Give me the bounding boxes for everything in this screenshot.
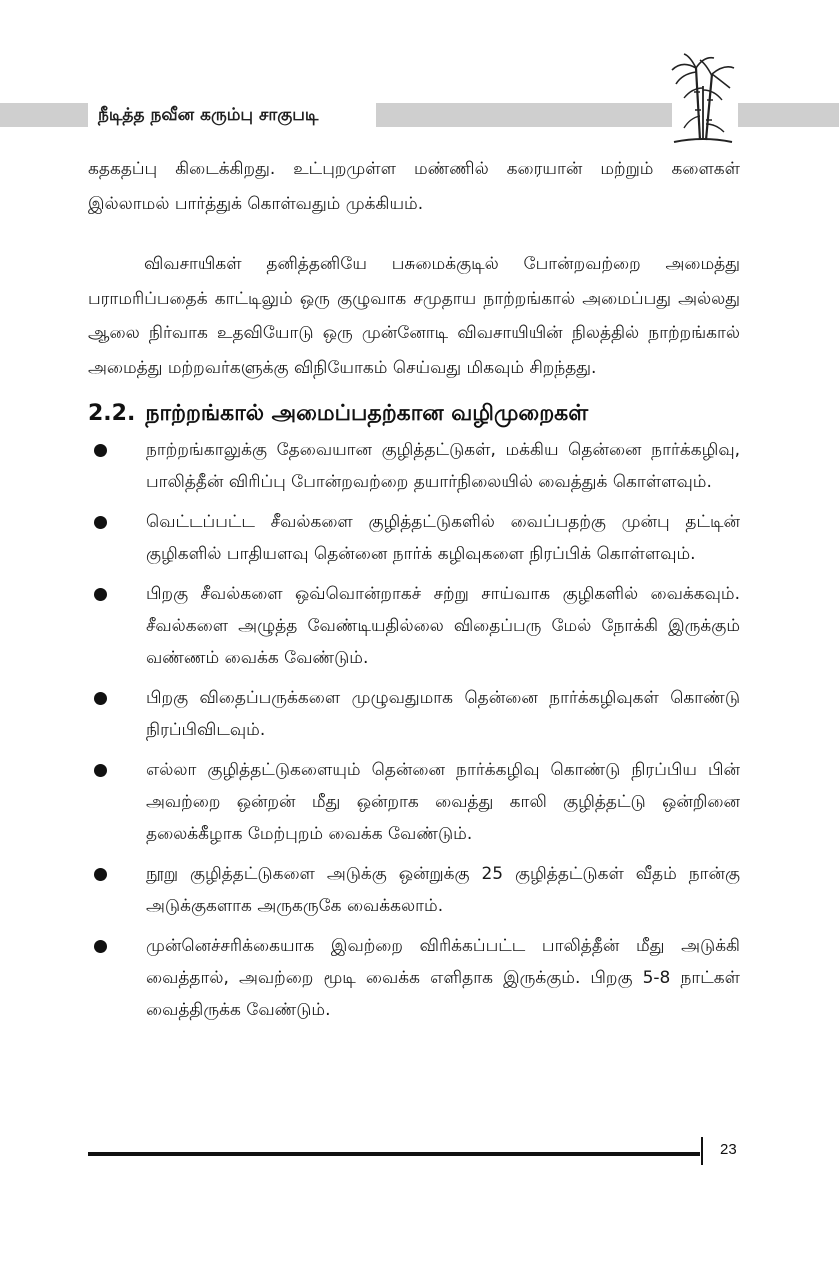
list-item <box>88 682 740 746</box>
list-item-text: நாற்றங்காலுக்கு தேவையான குழித்தட்டுகள், மக்கிய தென்னை நார்க்கழிவு, பாலித்தீன் விரிப்பு போன்றவற்றை தயார்நிலையில் வைத்துக் கொள்ளவும். <box>146 440 740 492</box>
list-item <box>88 930 740 1026</box>
list-item-text: முன்னெச்சரிக்கையாக இவற்றை விரிக்கப்பட்ட பாலித்தீன் மீது அடுக்கி வைத்தால், அவற்றை மூடி வைக்க எளிதாக இருக்கும். பிறகு 5-8 நாட்கள் வைத்திருக்க வேண்டும். <box>146 936 740 1020</box>
list-item <box>88 858 740 922</box>
list-item-text: எல்லா குழித்தட்டுகளையும் தென்னை நார்க்கழிவு கொண்டு நிரப்பிய பின் அவற்றை ஒன்றன் மீது ஒன்றாக வைத்து காலி குழித்தட்டு ஒன்றினை தலைக்கீழாக மேற்புறம் வைக்க வேண்டும். <box>146 760 740 844</box>
section-title: நாற்றங்கால் அமைப்பதற்கான வழிமுறைகள் <box>145 401 589 426</box>
list-item-text: வெட்டப்பட்ட சீவல்களை குழித்தட்டுகளில் வைப்பதற்கு முன்பு தட்டின் குழிகளில் பாதியளவு தென்னை நார்க் கழிவுகளை நிரப்பிக் கொள்ளவும். <box>146 512 740 564</box>
list-item-text: பிறகு சீவல்களை ஒவ்வொன்றாகச் சற்று சாய்வாக குழிகளில் வைக்கவும். சீவல்களை அழுத்த வேண்டியதில்லை விதைப்பரு மேல் நோக்கி இருக்கும் வண்ணம் வைக்க வேண்டும். <box>146 584 740 668</box>
list-item-text: நூறு குழித்தட்டுகளை அடுக்கு ஒன்றுக்கு 25 குழித்தட்டுகள் வீதம் நான்கு அடுக்குகளாக அருகருகே வைக்கலாம். <box>146 864 740 916</box>
list-item-text: பிறகு விதைப்பருக்களை முழுவதுமாக தென்னை நார்க்கழிவுகள் கொண்டு நிரப்பிவிடவும். <box>146 688 740 740</box>
bullet-icon <box>94 692 107 705</box>
body-paragraph-2: விவசாயிகள் தனித்தனியே பசுமைக்குடில் போன்றவற்றை அமைத்து பராமரிப்பதைக் காட்டிலும் ஒரு குழுவாக சமுதாய நாற்றங்கால் அமைப்பது அல்லது ஆலை நிர்வாக உதவியோடு ஒரு முன்னோடி விவசாயியின் நிலத்தில் நாற்றங்கால் அமைத்து மற்றவர்களுக்கு விநியோகம் செய்வது மிகவும் சிறந்தது. <box>88 254 740 378</box>
list-item <box>88 754 740 850</box>
bullet-icon <box>94 940 107 953</box>
list-item <box>88 506 740 570</box>
header-bar-right <box>738 103 839 127</box>
footer-rule <box>88 1152 700 1156</box>
page-content <box>88 152 740 1034</box>
section-heading <box>88 398 740 430</box>
bullet-list <box>88 434 740 1026</box>
page-number: 23 <box>720 1141 737 1158</box>
section-number: 2.2. <box>88 401 136 426</box>
sugarcane-plant-icon <box>670 52 736 148</box>
bullet-icon <box>94 516 107 529</box>
footer-divider <box>701 1137 703 1165</box>
bullet-icon <box>94 868 107 881</box>
bullet-icon <box>94 588 107 601</box>
running-title: நீடித்த நவீன கரும்பு சாகுபடி <box>98 105 319 125</box>
header-bar-left <box>0 103 88 127</box>
bullet-icon <box>94 444 107 457</box>
header-bar-middle <box>376 103 672 127</box>
list-item <box>88 578 740 674</box>
list-item <box>88 434 740 498</box>
bullet-icon <box>94 764 107 777</box>
body-paragraph-1: கதகதப்பு கிடைக்கிறது. உட்புறமுள்ள மண்ணில் கரையான் மற்றும் களைகள் இல்லாமல் பார்த்துக் கொள்வதும் முக்கியம். <box>88 159 740 214</box>
